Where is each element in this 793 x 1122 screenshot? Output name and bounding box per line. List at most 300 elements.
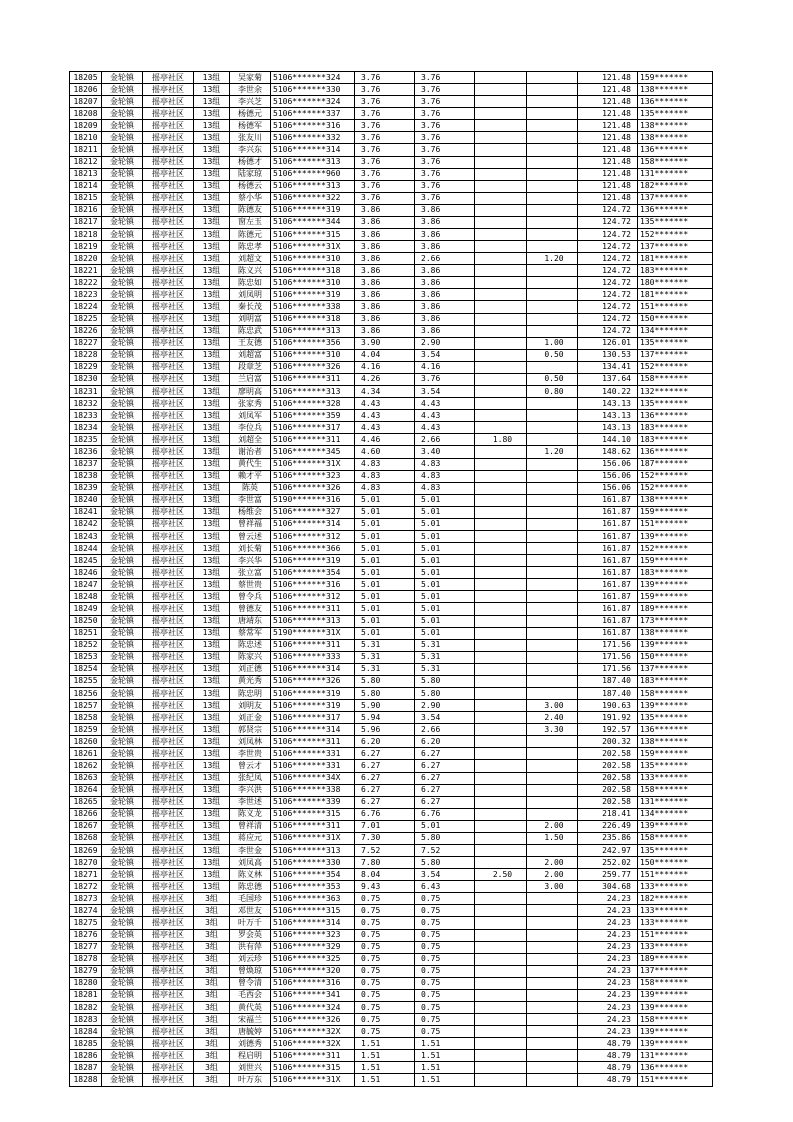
total-area-cell: 3.76	[355, 84, 415, 96]
area-b-cell	[475, 832, 527, 844]
row-number-cell: 18227	[70, 337, 102, 349]
town-cell: 金轮镇	[102, 422, 143, 434]
community-cell: 摇亭社区	[143, 216, 194, 228]
town-cell: 金轮镇	[102, 977, 143, 989]
area-c-cell	[527, 361, 578, 373]
total-area-cell: 9.43	[355, 881, 415, 893]
total-area-cell: 4.43	[355, 410, 415, 422]
community-cell: 摇亭社区	[143, 132, 194, 144]
amount-cell: 226.49	[578, 820, 638, 832]
area-a-cell: 3.76	[415, 168, 475, 180]
area-a-cell: 1.51	[415, 1062, 475, 1074]
area-b-cell	[475, 530, 527, 542]
amount-cell: 304.68	[578, 881, 638, 893]
town-cell: 金轮镇	[102, 724, 143, 736]
amount-cell: 48.79	[578, 1038, 638, 1050]
row-number-cell: 18250	[70, 615, 102, 627]
town-cell: 金轮镇	[102, 229, 143, 241]
table-row	[70, 337, 713, 349]
row-number-cell: 18257	[70, 700, 102, 712]
amount-cell: 124.72	[578, 301, 638, 313]
area-a-cell: 2.90	[415, 337, 475, 349]
table-row	[70, 784, 713, 796]
row-number-cell: 18249	[70, 603, 102, 615]
id-number-cell: 5106*******331	[271, 748, 355, 760]
phone-cell: 139*******	[638, 1002, 713, 1014]
person-name-cell: 刘凤高	[230, 857, 271, 869]
area-b-cell	[475, 96, 527, 108]
area-c-cell	[527, 313, 578, 325]
town-cell: 金轮镇	[102, 687, 143, 699]
id-number-cell: 5106*******341	[271, 989, 355, 1001]
group-cell: 3组	[194, 1038, 230, 1050]
group-cell: 13组	[194, 229, 230, 241]
group-cell: 13组	[194, 675, 230, 687]
id-number-cell: 5106*******314	[271, 144, 355, 156]
total-area-cell: 3.86	[355, 301, 415, 313]
amount-cell: 48.79	[578, 1062, 638, 1074]
total-area-cell: 5.31	[355, 663, 415, 675]
id-number-cell: 5106*******314	[271, 724, 355, 736]
row-number-cell: 18259	[70, 724, 102, 736]
row-number-cell: 18277	[70, 941, 102, 953]
person-name-cell: 毛西会	[230, 989, 271, 1001]
total-area-cell: 3.76	[355, 192, 415, 204]
group-cell: 13组	[194, 482, 230, 494]
area-a-cell: 0.75	[415, 965, 475, 977]
area-c-cell	[527, 989, 578, 1001]
total-area-cell: 5.31	[355, 651, 415, 663]
area-c-cell	[527, 663, 578, 675]
town-cell: 金轮镇	[102, 506, 143, 518]
area-c-cell: 0.80	[527, 386, 578, 398]
town-cell: 金轮镇	[102, 748, 143, 760]
town-cell: 金轮镇	[102, 555, 143, 567]
total-area-cell: 3.86	[355, 216, 415, 228]
id-number-cell: 5106*******326	[271, 1014, 355, 1026]
person-name-cell: 李世贵	[230, 748, 271, 760]
row-number-cell: 18219	[70, 241, 102, 253]
phone-cell: 139*******	[638, 579, 713, 591]
total-area-cell: 6.27	[355, 760, 415, 772]
row-number-cell: 18266	[70, 808, 102, 820]
amount-cell: 124.72	[578, 289, 638, 301]
id-number-cell: 5106*******311	[271, 639, 355, 651]
community-cell: 摇亭社区	[143, 506, 194, 518]
row-number-cell: 18214	[70, 180, 102, 192]
area-c-cell	[527, 929, 578, 941]
person-name-cell: 蒋应元	[230, 832, 271, 844]
town-cell: 金轮镇	[102, 470, 143, 482]
area-a-cell: 7.52	[415, 845, 475, 857]
town-cell: 金轮镇	[102, 216, 143, 228]
area-b-cell	[475, 965, 527, 977]
total-area-cell: 5.01	[355, 591, 415, 603]
phone-cell: 133*******	[638, 772, 713, 784]
amount-cell: 171.56	[578, 663, 638, 675]
table-row	[70, 156, 713, 168]
amount-cell: 48.79	[578, 1050, 638, 1062]
person-name-cell: 陈德元	[230, 229, 271, 241]
area-c-cell	[527, 953, 578, 965]
area-c-cell	[527, 506, 578, 518]
person-name-cell: 窗左玉	[230, 216, 271, 228]
person-name-cell: 唐靖东	[230, 615, 271, 627]
phone-cell: 158*******	[638, 832, 713, 844]
phone-cell: 183*******	[638, 675, 713, 687]
phone-cell: 152*******	[638, 470, 713, 482]
group-cell: 13组	[194, 446, 230, 458]
town-cell: 金轮镇	[102, 313, 143, 325]
area-b-cell	[475, 398, 527, 410]
town-cell: 金轮镇	[102, 736, 143, 748]
town-cell: 金轮镇	[102, 567, 143, 579]
total-area-cell: 6.27	[355, 748, 415, 760]
area-a-cell: 4.43	[415, 410, 475, 422]
town-cell: 金轮镇	[102, 784, 143, 796]
phone-cell: 138*******	[638, 84, 713, 96]
total-area-cell: 4.83	[355, 482, 415, 494]
person-name-cell: 刘明富	[230, 313, 271, 325]
group-cell: 13组	[194, 349, 230, 361]
town-cell: 金轮镇	[102, 857, 143, 869]
town-cell: 金轮镇	[102, 325, 143, 337]
town-cell: 金轮镇	[102, 869, 143, 881]
town-cell: 金轮镇	[102, 881, 143, 893]
area-c-cell: 0.50	[527, 349, 578, 361]
area-a-cell: 5.31	[415, 663, 475, 675]
community-cell: 摇亭社区	[143, 458, 194, 470]
person-name-cell: 李兴洪	[230, 784, 271, 796]
table-row	[70, 543, 713, 555]
table-row	[70, 180, 713, 192]
total-area-cell: 5.01	[355, 494, 415, 506]
town-cell: 金轮镇	[102, 410, 143, 422]
person-name-cell: 杨德云	[230, 180, 271, 192]
area-c-cell	[527, 241, 578, 253]
row-number-cell: 18274	[70, 905, 102, 917]
community-cell: 摇亭社区	[143, 1050, 194, 1062]
id-number-cell: 5106*******314	[271, 518, 355, 530]
id-number-cell: 5106*******322	[271, 192, 355, 204]
area-b-cell	[475, 845, 527, 857]
total-area-cell: 5.80	[355, 687, 415, 699]
group-cell: 13组	[194, 869, 230, 881]
table-body	[70, 72, 713, 1087]
community-cell: 摇亭社区	[143, 470, 194, 482]
total-area-cell: 5.94	[355, 712, 415, 724]
area-b-cell	[475, 917, 527, 929]
person-name-cell: 陈忠德	[230, 881, 271, 893]
town-cell: 金轮镇	[102, 905, 143, 917]
amount-cell: 124.72	[578, 216, 638, 228]
total-area-cell: 6.76	[355, 808, 415, 820]
row-number-cell: 18226	[70, 325, 102, 337]
id-number-cell: 5106*******311	[271, 820, 355, 832]
group-cell: 3组	[194, 953, 230, 965]
community-cell: 摇亭社区	[143, 603, 194, 615]
area-b-cell	[475, 289, 527, 301]
table-row	[70, 555, 713, 567]
amount-cell: 161.87	[578, 518, 638, 530]
area-c-cell	[527, 591, 578, 603]
area-c-cell	[527, 84, 578, 96]
area-c-cell: 1.20	[527, 446, 578, 458]
amount-cell: 121.48	[578, 84, 638, 96]
area-b-cell	[475, 857, 527, 869]
amount-cell: 24.23	[578, 905, 638, 917]
community-cell: 摇亭社区	[143, 410, 194, 422]
area-c-cell	[527, 398, 578, 410]
table-row	[70, 893, 713, 905]
area-b-cell	[475, 543, 527, 555]
phone-cell: 131*******	[638, 1050, 713, 1062]
area-a-cell: 5.01	[415, 530, 475, 542]
amount-cell: 121.48	[578, 132, 638, 144]
amount-cell: 24.23	[578, 1002, 638, 1014]
phone-cell: 138*******	[638, 132, 713, 144]
person-name-cell: 廖明高	[230, 386, 271, 398]
area-a-cell: 0.75	[415, 905, 475, 917]
phone-cell: 183*******	[638, 434, 713, 446]
area-c-cell	[527, 1062, 578, 1074]
row-number-cell: 18276	[70, 929, 102, 941]
total-area-cell: 1.51	[355, 1074, 415, 1086]
id-number-cell: 5106*******31X	[271, 458, 355, 470]
id-number-cell: 5106*******337	[271, 108, 355, 120]
total-area-cell: 0.75	[355, 941, 415, 953]
table-row	[70, 204, 713, 216]
amount-cell: 121.48	[578, 192, 638, 204]
table-row	[70, 168, 713, 180]
area-a-cell: 5.01	[415, 579, 475, 591]
community-cell: 摇亭社区	[143, 555, 194, 567]
area-a-cell: 3.76	[415, 96, 475, 108]
phone-cell: 159*******	[638, 591, 713, 603]
row-number-cell: 18213	[70, 168, 102, 180]
total-area-cell: 3.86	[355, 204, 415, 216]
row-number-cell: 18261	[70, 748, 102, 760]
area-a-cell: 5.01	[415, 591, 475, 603]
area-b-cell	[475, 386, 527, 398]
amount-cell: 161.87	[578, 530, 638, 542]
area-c-cell: 3.00	[527, 700, 578, 712]
area-a-cell: 6.27	[415, 784, 475, 796]
person-name-cell: 刘明友	[230, 700, 271, 712]
group-cell: 13组	[194, 301, 230, 313]
id-number-cell: 5106*******326	[271, 482, 355, 494]
group-cell: 13组	[194, 265, 230, 277]
group-cell: 13组	[194, 808, 230, 820]
id-number-cell: 5106*******34X	[271, 772, 355, 784]
id-number-cell: 5190*******31X	[271, 627, 355, 639]
row-number-cell: 18245	[70, 555, 102, 567]
community-cell: 摇亭社区	[143, 675, 194, 687]
row-number-cell: 18254	[70, 663, 102, 675]
community-cell: 摇亭社区	[143, 663, 194, 675]
amount-cell: 121.48	[578, 144, 638, 156]
area-b-cell	[475, 784, 527, 796]
area-b-cell	[475, 772, 527, 784]
phone-cell: 139*******	[638, 820, 713, 832]
person-name-cell: 张纪凤	[230, 772, 271, 784]
person-name-cell: 蔡常军	[230, 627, 271, 639]
area-b-cell	[475, 446, 527, 458]
community-cell: 摇亭社区	[143, 1062, 194, 1074]
table-row	[70, 820, 713, 832]
area-b-cell	[475, 736, 527, 748]
id-number-cell: 5106*******313	[271, 386, 355, 398]
person-name-cell: 曾祥清	[230, 820, 271, 832]
total-area-cell: 0.75	[355, 1014, 415, 1026]
phone-cell: 135*******	[638, 760, 713, 772]
row-number-cell: 18207	[70, 96, 102, 108]
person-name-cell: 叶万千	[230, 917, 271, 929]
amount-cell: 134.41	[578, 361, 638, 373]
area-a-cell: 3.86	[415, 313, 475, 325]
group-cell: 13组	[194, 72, 230, 84]
area-a-cell: 0.75	[415, 1002, 475, 1014]
total-area-cell: 0.75	[355, 989, 415, 1001]
area-a-cell: 5.31	[415, 651, 475, 663]
community-cell: 摇亭社区	[143, 494, 194, 506]
table-row	[70, 361, 713, 373]
table-row	[70, 675, 713, 687]
community-cell: 摇亭社区	[143, 530, 194, 542]
area-c-cell	[527, 156, 578, 168]
person-name-cell: 陈忠述	[230, 639, 271, 651]
group-cell: 3组	[194, 977, 230, 989]
area-b-cell	[475, 748, 527, 760]
area-a-cell: 6.20	[415, 736, 475, 748]
town-cell: 金轮镇	[102, 386, 143, 398]
person-name-cell: 吴家菊	[230, 72, 271, 84]
community-cell: 摇亭社区	[143, 591, 194, 603]
table-row	[70, 265, 713, 277]
area-a-cell: 5.01	[415, 627, 475, 639]
amount-cell: 156.06	[578, 470, 638, 482]
area-c-cell	[527, 796, 578, 808]
amount-cell: 202.58	[578, 784, 638, 796]
area-c-cell	[527, 265, 578, 277]
id-number-cell: 5106*******332	[271, 132, 355, 144]
table-row	[70, 953, 713, 965]
table-row	[70, 1050, 713, 1062]
table-row	[70, 253, 713, 265]
area-b-cell	[475, 820, 527, 832]
town-cell: 金轮镇	[102, 446, 143, 458]
area-a-cell: 5.01	[415, 543, 475, 555]
amount-cell: 24.23	[578, 893, 638, 905]
community-cell: 摇亭社区	[143, 120, 194, 132]
group-cell: 3组	[194, 1074, 230, 1086]
row-number-cell: 18251	[70, 627, 102, 639]
total-area-cell: 5.01	[355, 579, 415, 591]
town-cell: 金轮镇	[102, 832, 143, 844]
area-a-cell: 2.66	[415, 434, 475, 446]
group-cell: 13组	[194, 748, 230, 760]
group-cell: 3组	[194, 1014, 230, 1026]
table-row	[70, 301, 713, 313]
person-name-cell: 洪有萍	[230, 941, 271, 953]
row-number-cell: 18272	[70, 881, 102, 893]
community-cell: 摇亭社区	[143, 313, 194, 325]
group-cell: 13组	[194, 386, 230, 398]
table-row	[70, 458, 713, 470]
area-b-cell	[475, 373, 527, 385]
total-area-cell: 5.80	[355, 675, 415, 687]
total-area-cell: 5.01	[355, 555, 415, 567]
row-number-cell: 18269	[70, 845, 102, 857]
row-number-cell: 18278	[70, 953, 102, 965]
area-b-cell	[475, 72, 527, 84]
area-b-cell	[475, 506, 527, 518]
area-b-cell	[475, 410, 527, 422]
community-cell: 摇亭社区	[143, 965, 194, 977]
phone-cell: 180*******	[638, 277, 713, 289]
area-c-cell	[527, 736, 578, 748]
area-b-cell	[475, 168, 527, 180]
table-row	[70, 1062, 713, 1074]
total-area-cell: 5.90	[355, 700, 415, 712]
area-c-cell	[527, 893, 578, 905]
community-cell: 摇亭社区	[143, 748, 194, 760]
person-name-cell: 刘德秀	[230, 1038, 271, 1050]
table-row	[70, 506, 713, 518]
area-c-cell	[527, 675, 578, 687]
table-row	[70, 434, 713, 446]
id-number-cell: 5106*******333	[271, 651, 355, 663]
area-b-cell	[475, 241, 527, 253]
id-number-cell: 5106*******313	[271, 845, 355, 857]
group-cell: 13组	[194, 253, 230, 265]
amount-cell: 144.10	[578, 434, 638, 446]
phone-cell: 137*******	[638, 349, 713, 361]
row-number-cell: 18242	[70, 518, 102, 530]
group-cell: 13组	[194, 410, 230, 422]
amount-cell: 161.87	[578, 543, 638, 555]
total-area-cell: 6.27	[355, 796, 415, 808]
area-c-cell: 2.00	[527, 820, 578, 832]
area-c-cell	[527, 216, 578, 228]
phone-cell: 183*******	[638, 422, 713, 434]
community-cell: 摇亭社区	[143, 373, 194, 385]
row-number-cell: 18279	[70, 965, 102, 977]
group-cell: 13组	[194, 651, 230, 663]
row-number-cell: 18237	[70, 458, 102, 470]
phone-cell: 135*******	[638, 712, 713, 724]
town-cell: 金轮镇	[102, 1050, 143, 1062]
amount-cell: 161.87	[578, 603, 638, 615]
phone-cell: 135*******	[638, 216, 713, 228]
town-cell: 金轮镇	[102, 458, 143, 470]
table-row	[70, 530, 713, 542]
person-name-cell: 曾焕琼	[230, 965, 271, 977]
amount-cell: 200.32	[578, 736, 638, 748]
table-row	[70, 869, 713, 881]
area-a-cell: 5.01	[415, 820, 475, 832]
person-name-cell: 陈德友	[230, 204, 271, 216]
town-cell: 金轮镇	[102, 494, 143, 506]
person-name-cell: 陈忠孝	[230, 241, 271, 253]
phone-cell: 187*******	[638, 458, 713, 470]
area-a-cell: 3.86	[415, 229, 475, 241]
id-number-cell: 5106*******324	[271, 1002, 355, 1014]
group-cell: 13组	[194, 881, 230, 893]
area-b-cell	[475, 1074, 527, 1086]
total-area-cell: 6.20	[355, 736, 415, 748]
row-number-cell: 18248	[70, 591, 102, 603]
